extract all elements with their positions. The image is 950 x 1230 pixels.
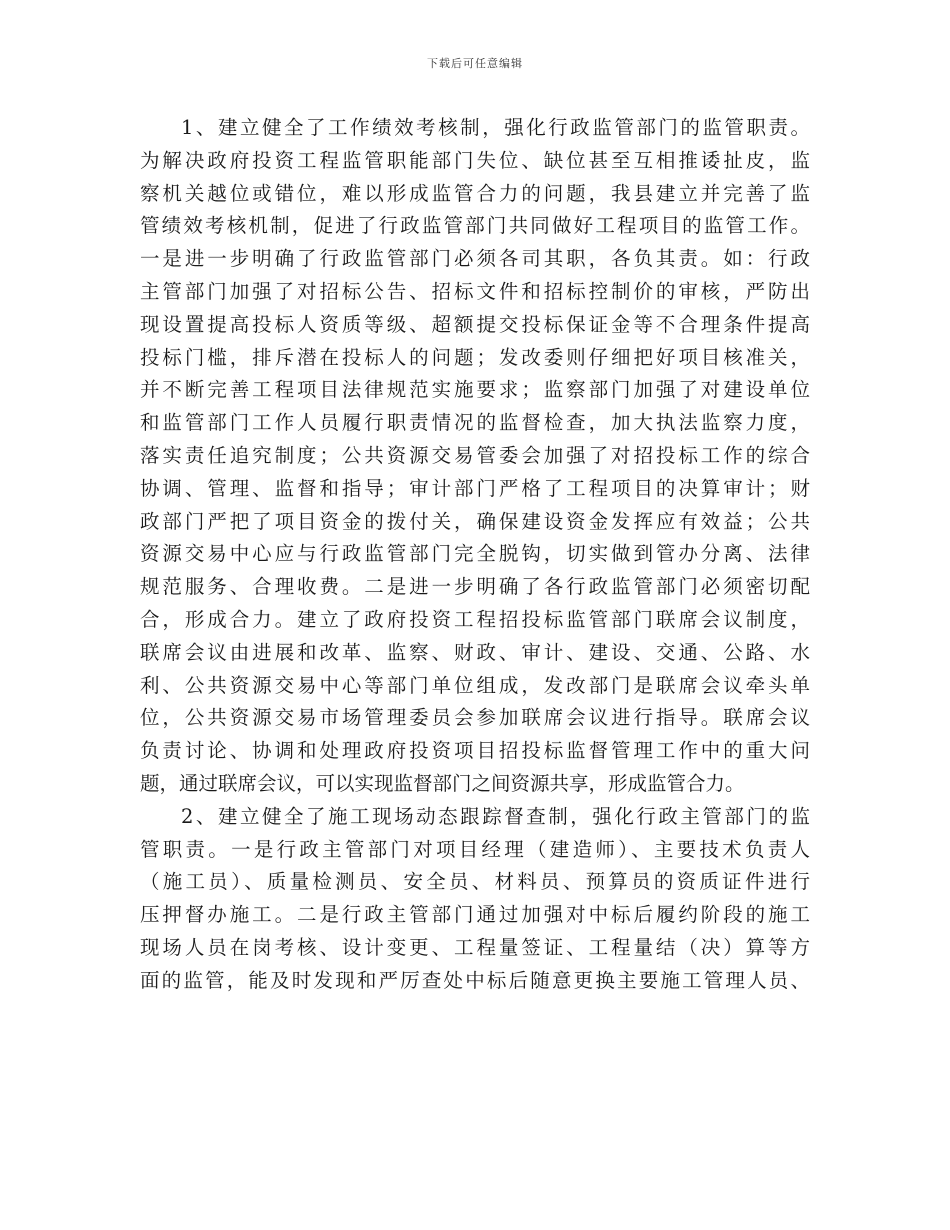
paragraph-line: 压押督办施工。二是行政主管部门通过加强对中标后履约阶段的施工 — [140, 903, 810, 927]
paragraph-line: 面的监管，能及时发现和严厉查处中标后随意更换主要施工管理人员、 — [140, 968, 810, 992]
paragraph-line: 利、公共资源交易中心等部门单位组成，发改部门是联席会议牵头单 — [140, 673, 810, 697]
paragraph-line: 联席会议由进展和改革、监察、财政、审计、建设、交通、公路、水 — [140, 640, 810, 664]
paragraph-line: 和监管部门工作人员履行职责情况的监督检查，加大执法监察力度， — [140, 411, 810, 435]
paragraph-line: 规范服务、合理收费。二是进一步明确了各行政监管部门必须密切配 — [140, 575, 810, 599]
paragraph-line: 一是进一步明确了行政监管部门必须各司其职，各负其责。如：行政 — [140, 247, 810, 271]
paragraph-line: 管绩效考核机制，促进了行政监管部门共同做好工程项目的监管工作。 — [140, 214, 810, 238]
paragraph-line: 题，通过联席会议，可以实现监督部门之间资源共享，形成监管合力。 — [140, 771, 745, 795]
paragraph-line: 现设置提高投标人资质等级、超额提交投标保证金等不合理条件提高 — [140, 312, 810, 336]
paragraph-line: 合，形成合力。建立了政府投资工程招投标监管部门联席会议制度， — [140, 607, 810, 631]
paragraph-line: 负责讨论、协调和处理政府投资项目招投标监督管理工作中的重大问 — [140, 739, 810, 763]
paragraph-line: 协调、管理、监督和指导；审计部门严格了工程项目的决算审计；财 — [140, 476, 810, 500]
paragraph-line: 1、建立健全了工作绩效考核制，强化行政监管部门的监管职责。 — [181, 116, 810, 139]
paragraph-line: 落实责任追究制度；公共资源交易管委会加强了对招投标工作的综合 — [140, 443, 810, 467]
paragraph-line: 资源交易中心应与行政监管部门完全脱钩，切实做到管办分离、法律 — [140, 542, 810, 566]
paragraph-line: 管职责。一是行政主管部门对项目经理（建造师）、主要技术负责人 — [140, 837, 810, 861]
page-header: 下载后可任意编辑 — [427, 57, 523, 70]
paragraph-line: 投标门槛，排斥潜在投标人的问题；发改委则仔细把好项目核准关， — [140, 345, 810, 369]
paragraph-line: 现场人员在岗考核、设计变更、工程量签证、工程量结（决）算等方 — [140, 935, 810, 959]
paragraph-line: （施工员）、质量检测员、安全员、材料员、预算员的资质证件进行 — [140, 870, 810, 894]
document-body — [140, 112, 810, 998]
paragraph-line: 主管部门加强了对招标公告、招标文件和招标控制价的审核，严防出 — [140, 279, 810, 303]
paragraph-line: 察机关越位或错位，难以形成监管合力的问题，我县建立并完善了监 — [140, 181, 810, 205]
paragraph-line: 位，公共资源交易市场管理委员会参加联席会议进行指导。联席会议 — [140, 706, 810, 730]
paragraph-line: 并不断完善工程项目法律规范实施要求；监察部门加强了对建设单位 — [140, 378, 810, 402]
paragraph-line: 为解决政府投资工程监管职能部门失位、缺位甚至互相推诿扯皮，监 — [140, 148, 810, 172]
paragraph-line: 2、建立健全了施工现场动态跟踪督查制，强化行政主管部门的监 — [181, 804, 810, 828]
paragraph-line: 政部门严把了项目资金的拨付关，确保建设资金发挥应有效益；公共 — [140, 509, 810, 533]
